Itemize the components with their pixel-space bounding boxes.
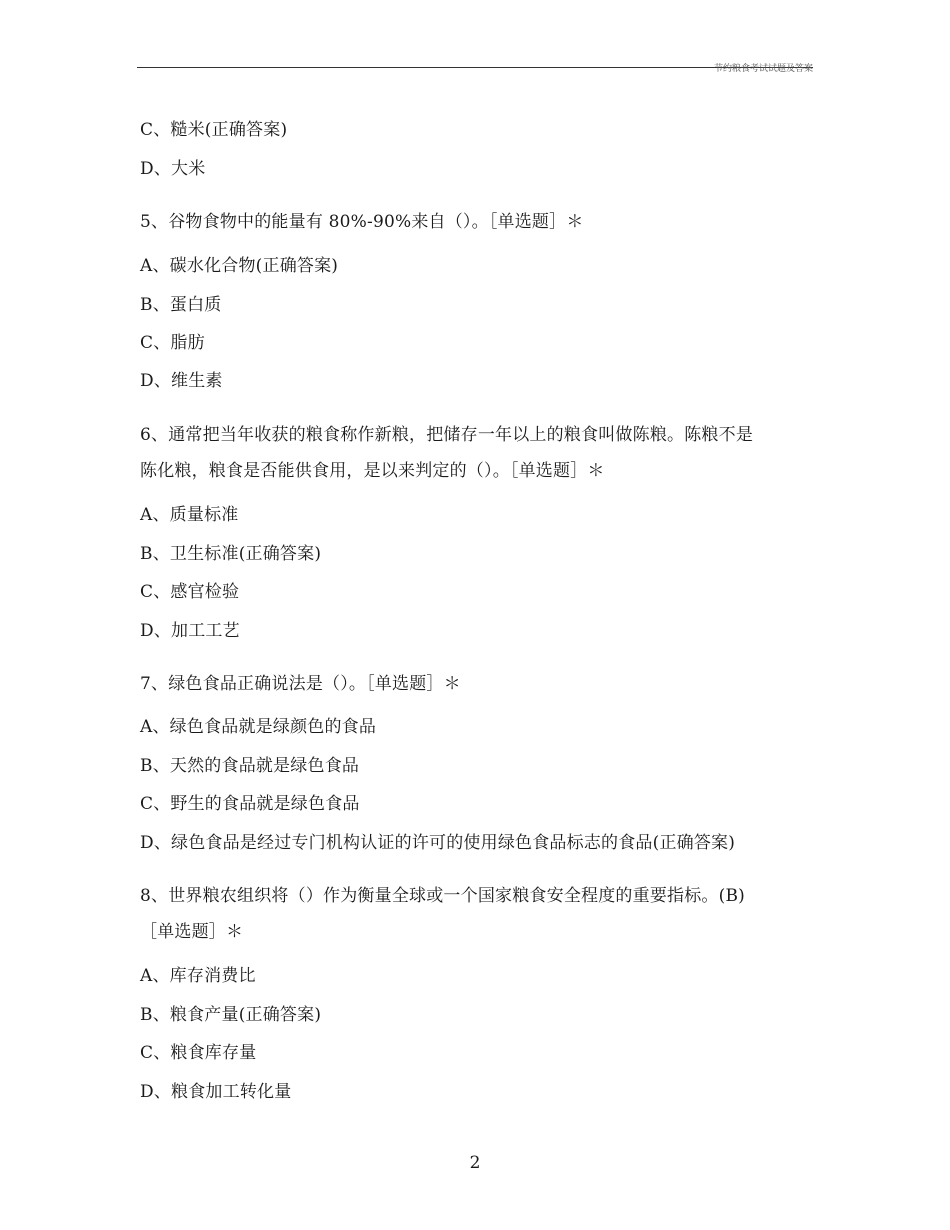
option-b: B、粮食产量(正确答案) — [140, 1005, 322, 1025]
option-c: C、感官检验 — [140, 582, 240, 602]
question-6-continued: 陈化粮，粮食是否能供食用，是以来判定的（）。［单选题］＊ — [140, 461, 605, 481]
option-b: B、天然的食品就是绿色食品 — [140, 756, 360, 776]
option-a: A、绿色食品就是绿颜色的食品 — [140, 717, 377, 737]
question-8-continued: ［单选题］＊ — [140, 922, 244, 942]
option-c: C、脂肪 — [140, 333, 205, 353]
option-d: D、大米 — [140, 159, 206, 179]
question-8: 8、世界粮农组织将（）作为衡量全球或一个国家粮食安全程度的重要指标。(B) — [140, 886, 745, 906]
option-d: D、维生素 — [140, 371, 223, 391]
option-d: D、加工工艺 — [140, 621, 240, 641]
option-a: A、库存消费比 — [140, 966, 256, 986]
header-line — [137, 67, 813, 68]
header-title: 节约粮食考试试题及答案 — [713, 64, 813, 74]
option-c: C、糙米(正确答案) — [140, 120, 288, 140]
option-d: D、粮食加工转化量 — [140, 1082, 292, 1102]
option-b: B、卫生标准(正确答案) — [140, 544, 322, 564]
option-d: D、绿色食品是经过专门机构认证的许可的使用绿色食品标志的食品(正确答案) — [140, 833, 736, 853]
option-a: A、碳水化合物(正确答案) — [140, 256, 339, 276]
option-c: C、粮食库存量 — [140, 1043, 257, 1063]
option-a: A、质量标准 — [140, 505, 239, 525]
option-b: B、蛋白质 — [140, 295, 222, 315]
option-c: C、野生的食品就是绿色食品 — [140, 794, 360, 814]
question-7: 7、绿色食品正确说法是（）。［单选题］＊ — [140, 674, 461, 694]
page-number: 2 — [469, 1153, 481, 1173]
question-6: 6、通常把当年收获的粮食称作新粮，把储存一年以上的粮食叫做陈粮。陈粮不是 — [140, 425, 754, 445]
question-5: 5、谷物食物中的能量有 80%-90%来自（）。［单选题］＊ — [140, 212, 584, 232]
